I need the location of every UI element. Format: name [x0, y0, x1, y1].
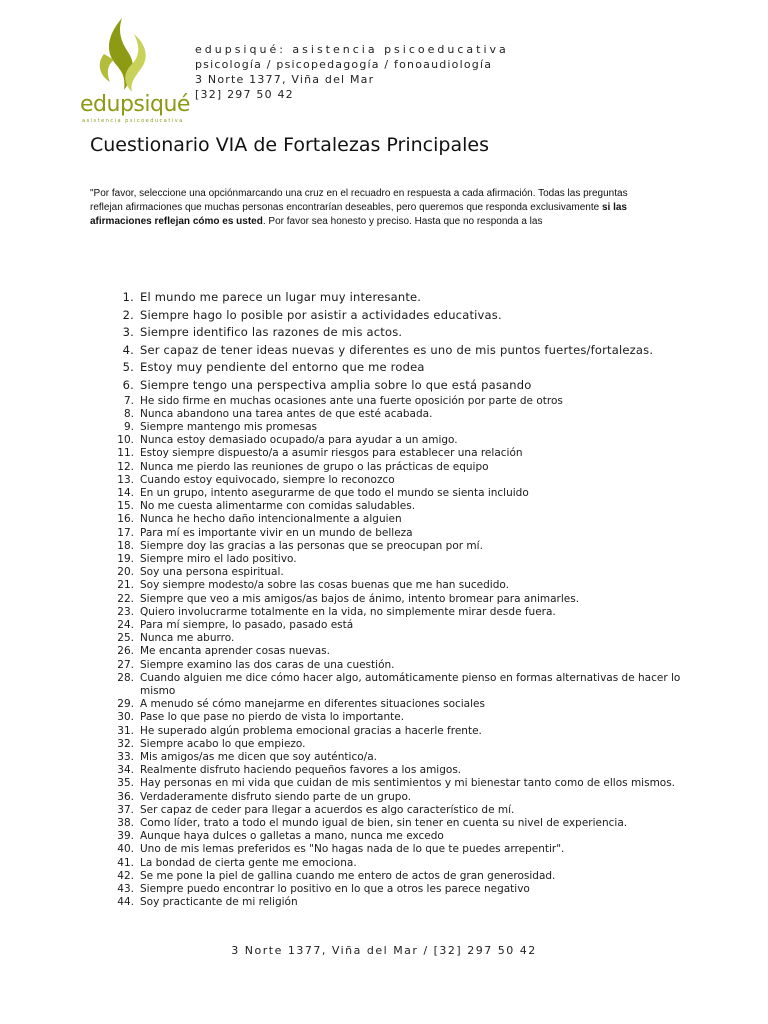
question-item	[100, 527, 700, 540]
question-number: 32.	[117, 737, 134, 750]
question-number: 8.	[123, 407, 134, 420]
brand-name: edupsiqué	[80, 92, 190, 117]
question-number: 37.	[117, 803, 134, 816]
question-text: Para mí es importante vivir en un mundo de belleza	[140, 526, 413, 539]
question-item	[100, 804, 700, 817]
question-item	[100, 342, 700, 360]
question-item	[100, 843, 700, 856]
question-number: 5.	[122, 360, 134, 375]
question-item	[100, 606, 700, 619]
question-number: 17.	[117, 526, 134, 539]
intro-bold: si las afirmaciones reflejan cómo es usted	[90, 202, 627, 227]
question-number: 4.	[122, 342, 134, 357]
question-text: Soy siempre modesto/a sobre las cosas buenas que me han sucedido.	[140, 579, 509, 592]
question-text: Hay personas en mi vida que cuidan de mis sentimientos y mi bienestar tanto como de ellos mismos.	[140, 777, 676, 790]
question-text: Ser capaz de ceder para llegar a acuerdos es algo característico de mí.	[140, 803, 515, 816]
question-number: 18.	[117, 539, 134, 552]
question-item	[100, 711, 700, 724]
intro-text-2: . Por favor sea honesto y preciso. Hasta que no responda a las	[262, 216, 543, 227]
question-text: Nunca me pierdo las reuniones de grupo o las prácticas de equipo	[140, 460, 489, 473]
question-text: Se me pone la piel de gallina cuando me entero de actos de gran generosidad.	[140, 869, 556, 882]
question-item	[100, 474, 700, 487]
question-number: 31.	[117, 724, 134, 737]
header-phone: [32] 297 50 42	[195, 88, 294, 101]
question-number: 27.	[117, 658, 134, 671]
question-item	[100, 645, 700, 658]
question-number: 20.	[117, 566, 134, 579]
header-services: psicología / psicopedagogía / fonoaudiología	[195, 58, 493, 71]
question-number: 42.	[117, 869, 134, 882]
question-text: Siempre tengo una perspectiva amplia sobre lo que está pasando	[140, 377, 532, 392]
question-number: 14.	[117, 486, 134, 499]
question-number: 25.	[117, 632, 134, 645]
question-item	[100, 461, 700, 474]
question-item	[100, 830, 700, 843]
question-item	[100, 791, 700, 804]
question-number: 16.	[117, 513, 134, 526]
question-text: Siempre puedo encontrar lo positivo en lo que a otros les parece negativo	[140, 883, 530, 896]
question-item	[100, 698, 700, 711]
question-text: Siempre mantengo mis promesas	[140, 420, 317, 433]
question-item	[100, 632, 700, 645]
question-number: 44.	[117, 896, 134, 909]
question-text: Aunque haya dulces o galletas a mano, nunca me excedo	[140, 830, 444, 843]
question-text: Realmente disfruto haciendo pequeños favores a los amigos.	[140, 764, 462, 777]
question-text: Soy practicante de mi religión	[140, 896, 298, 909]
intro-text-1: "Por favor, seleccione una opciónmarcando una cruz en el recuadro en respuesta a cada afirmación. Todas las preguntas reflejan afirmaciones que muchas personas encontrarían deseables, pero queremos que responda exclusivamente	[90, 188, 628, 213]
question-text: Para mí siempre, lo pasado, pasado está	[140, 619, 354, 632]
question-item	[100, 777, 700, 790]
question-item	[100, 725, 700, 738]
question-text: Cuando alguien me dice cómo hacer algo, automáticamente pienso en formas alternativas de hacer lo mismo	[140, 671, 681, 698]
question-text: No me cuesta alimentarme con comidas saludables.	[140, 500, 416, 513]
question-item	[100, 289, 700, 307]
question-number: 23.	[117, 605, 134, 618]
question-item	[100, 395, 700, 408]
leaf-flame-icon	[74, 14, 184, 94]
question-number: 41.	[117, 856, 134, 869]
question-number: 29.	[117, 698, 134, 711]
question-item	[100, 540, 700, 553]
question-text: Estoy siempre dispuesto/a a asumir riesgos para establecer una relación	[140, 447, 523, 460]
question-text: Siempre identifico las razones de mis actos.	[140, 325, 403, 340]
question-text: Siempre examino las dos caras de una cuestión.	[140, 658, 395, 671]
question-item	[100, 408, 700, 421]
question-number: 26.	[117, 645, 134, 658]
brand-subtitle: asistencia psicoeducativa	[82, 118, 184, 124]
question-number: 2.	[122, 307, 134, 322]
question-number: 22.	[117, 592, 134, 605]
header-address: 3 Norte 1377, Viña del Mar	[195, 73, 375, 86]
question-number: 28.	[117, 671, 134, 684]
question-text: Cuando estoy equivocado, siempre lo reconozco	[140, 473, 395, 486]
question-list	[100, 289, 700, 909]
question-number: 35.	[117, 777, 134, 790]
question-number: 33.	[117, 751, 134, 764]
question-number: 36.	[117, 790, 134, 803]
header-contact	[195, 42, 509, 102]
question-item	[100, 553, 700, 566]
intro-paragraph	[90, 187, 660, 229]
question-text: Siempre miro el lado positivo.	[140, 553, 297, 565]
question-item	[100, 500, 700, 513]
question-number: 11.	[117, 447, 134, 460]
question-item	[100, 751, 700, 764]
question-number: 1.	[122, 290, 134, 304]
question-number: 12.	[117, 460, 134, 473]
question-text: Ser capaz de tener ideas nuevas y diferentes es uno de mis puntos fuertes/fortalezas.	[140, 342, 654, 357]
question-text: Siempre doy las gracias a las personas que se preocupan por mí.	[140, 539, 483, 552]
header-company: edupsiqué: asistencia psicoeducativa	[195, 43, 509, 56]
question-item	[100, 377, 700, 395]
question-number: 15.	[117, 500, 134, 513]
question-text: Nunca abandono una tarea antes de que esté acabada.	[140, 407, 433, 420]
question-item	[100, 513, 700, 526]
question-text: Nunca estoy demasiado ocupado/a para ayudar a un amigo.	[140, 434, 458, 447]
question-item	[100, 619, 700, 632]
question-text: He sido firme en muchas ocasiones ante una fuerte oposición por parte de otros	[140, 394, 563, 407]
question-number: 13.	[117, 473, 134, 486]
question-number: 40.	[117, 843, 134, 856]
page-title: Cuestionario VIA de Fortalezas Principales	[90, 134, 489, 156]
question-item	[100, 421, 700, 434]
question-text: La bondad de cierta gente me emociona.	[140, 856, 357, 869]
question-item	[100, 447, 700, 460]
question-text: Me encanta aprender cosas nuevas.	[140, 645, 330, 658]
question-item	[100, 817, 700, 830]
question-item	[100, 883, 700, 896]
question-number: 34.	[117, 764, 134, 777]
question-number: 21.	[117, 579, 134, 592]
question-text: Como líder, trato a todo el mundo igual de bien, sin tener en cuenta su nivel de experiencia.	[140, 817, 628, 830]
question-text: Nunca he hecho daño intencionalmente a alguien	[140, 513, 402, 526]
question-number: 6.	[122, 377, 134, 392]
question-text: Pase lo que pase no pierdo de vista lo importante.	[140, 711, 405, 724]
question-item	[100, 659, 700, 672]
question-item	[100, 307, 700, 325]
question-number: 19.	[117, 553, 134, 565]
question-number: 39.	[117, 830, 134, 843]
question-text: He superado algún problema emocional gracias a hacerle frente.	[140, 724, 482, 737]
question-text: El mundo me parece un lugar muy interesante.	[140, 290, 422, 304]
question-item	[100, 434, 700, 447]
question-text: Siempre acabo lo que empiezo.	[140, 737, 306, 750]
question-number: 30.	[117, 711, 134, 724]
question-text: Estoy muy pendiente del entorno que me rodea	[140, 360, 425, 375]
question-text: Soy una persona espiritual.	[140, 566, 284, 579]
question-text: Verdaderamente disfruto siendo parte de un grupo.	[140, 790, 412, 803]
question-number: 3.	[122, 325, 134, 340]
question-text: Mis amigos/as me dicen que soy auténtico/a.	[140, 751, 377, 764]
question-item	[100, 764, 700, 777]
question-item	[100, 896, 700, 909]
question-item	[100, 870, 700, 883]
question-number: 38.	[117, 817, 134, 830]
question-number: 9.	[123, 420, 134, 433]
question-item	[100, 857, 700, 870]
question-number: 24.	[117, 619, 134, 632]
question-text: Quiero involucrarme totalmente en la vida, no simplemente mirar desde fuera.	[140, 605, 556, 618]
question-text: Nunca me aburro.	[140, 632, 235, 645]
question-item	[100, 324, 700, 342]
question-item	[100, 738, 700, 751]
question-text: Siempre hago lo posible por asistir a actividades educativas.	[140, 307, 502, 322]
question-text: Uno de mis lemas preferidos es "No hagas nada de lo que te puedes arrepentir".	[140, 843, 565, 856]
footer-contact: 3 Norte 1377, Viña del Mar / [32] 297 50 42	[231, 944, 537, 957]
question-item	[100, 487, 700, 500]
question-item	[100, 672, 700, 698]
question-number: 10.	[117, 434, 134, 447]
question-text: En un grupo, intento asegurarme de que todo el mundo se sienta incluido	[140, 486, 529, 499]
edupsique-logo	[74, 14, 190, 126]
question-item	[100, 359, 700, 377]
question-item	[100, 579, 700, 592]
question-item	[100, 593, 700, 606]
question-item	[100, 566, 700, 579]
question-text: Siempre que veo a mis amigos/as bajos de ánimo, intento bromear para animarles.	[140, 592, 580, 605]
question-number: 43.	[117, 883, 134, 896]
question-text: A menudo sé cómo manejarme en diferentes situaciones sociales	[140, 698, 485, 711]
question-number: 7.	[123, 394, 134, 407]
